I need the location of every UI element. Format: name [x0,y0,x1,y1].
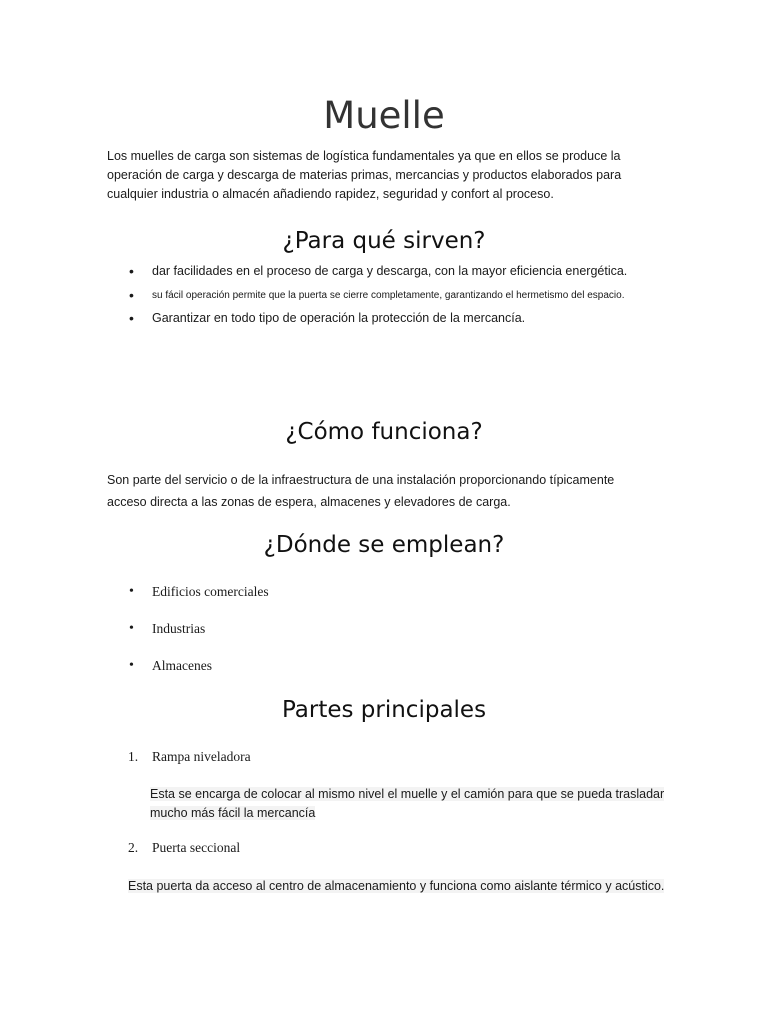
uses-list [107,261,672,328]
document-title: Muelle [323,94,445,137]
intro-paragraph: Los muelles de carga son sistemas de logística fundamentales ya que en ellos se produce la operación de carga y descarga de materias primas, mercancias y productos elaborados para cualquier industria o almacén añadiendo rapidez, seguridad y confort al proceso. [107,149,622,201]
part-name: Rampa niveladora [152,749,251,764]
part-description: Esta se encarga de colocar al mismo nivel el muelle y el camión para que se pueda trasladar mucho más fácil la mercancía [150,787,665,820]
list-item: • Industrias [107,619,269,639]
part-name: Puerta seccional [152,840,241,855]
part-description: Esta puerta da acceso al centro de almacenamiento y funciona como aislante térmico y acústico. [128,879,665,893]
como-funciona-paragraph: Son parte del servicio o de la infraestructura de una instalación proporcionando típicamente acceso directa a las zonas de espera, almacenes y elevadores de carga. [107,473,615,509]
heading-partes-principales: Partes principales [281,697,487,723]
list-item: • Edificios comerciales [107,582,269,602]
part-item: 1. Rampa niveladora [128,749,251,764]
list-item: • Garantizar en todo tipo de operación la protección de la mercancía. [107,308,672,328]
list-item: • su fácil operación permite que la puerta se cierre completamente, garantizando el hermetismo del espacio. [107,287,672,304]
list-item: • Almacenes [107,656,269,676]
part-item: 2. Puerta seccional [128,840,241,855]
list-item: • dar facilidades en el proceso de carga y descarga, con la mayor eficiencia energética. [107,261,672,281]
heading-para-que-sirven: ¿Para qué sirven? [282,228,486,254]
heading-como-funciona: ¿Cómo funciona? [285,419,483,445]
heading-donde-se-emplean: ¿Dónde se emplean? [263,532,505,558]
usage-places-list [107,582,269,676]
